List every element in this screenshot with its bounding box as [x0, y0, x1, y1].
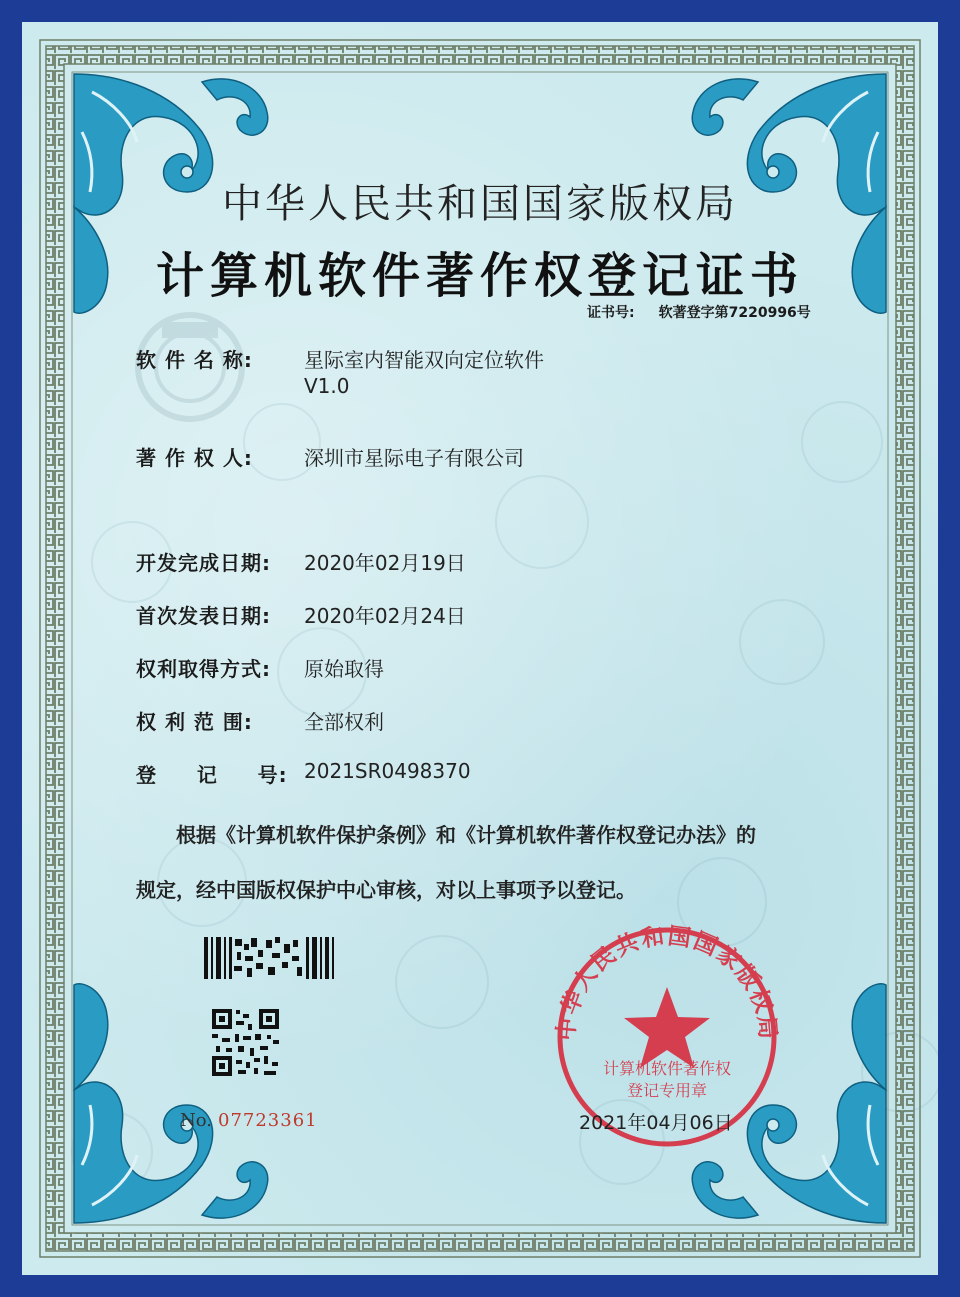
dev-date-value: 2020年02月19日 [304, 551, 466, 575]
registration-number-label: 登 记 号: [136, 763, 288, 787]
rights-scope-label: 权 利 范 围: [136, 710, 253, 734]
serial-label: No. [180, 1110, 212, 1131]
official-seal [22, 22, 938, 1275]
cert-no-label: 证书号: [587, 305, 635, 321]
owner-value: 深圳市星际电子有限公司 [304, 446, 524, 470]
dev-date-label: 开发完成日期: [136, 551, 271, 575]
issuer-title: 中华人民共和国国家版权局 [222, 181, 738, 227]
seal-center-line-1: 计算机软件著作权 [602, 1059, 732, 1078]
software-version-value: V1.0 [304, 374, 350, 398]
statement-line-2: 规定，经中国版权保护中心审核，对以上事项予以登记。 [136, 878, 636, 902]
software-name-label: 软 件 名 称: [136, 348, 253, 372]
software-name-value: 星际室内智能双向定位软件 [304, 348, 544, 372]
pub-date-value: 2020年02月24日 [304, 604, 466, 628]
certificate-title: 计算机软件著作权登记证书 [155, 248, 804, 304]
rights-scope-value: 全部权利 [304, 710, 384, 734]
cert-no-value: 软著登字第7220996号 [658, 305, 811, 321]
statement-line-1: 根据《计算机软件保护条例》和《计算机软件著作权登记办法》的 [176, 823, 756, 847]
acquire-method-value: 原始取得 [304, 657, 384, 681]
owner-label: 著 作 权 人: [136, 446, 253, 470]
certificate-paper [22, 22, 938, 1275]
serial-value: 07723361 [218, 1110, 318, 1131]
registration-number-value: 2021SR0498370 [304, 759, 471, 783]
acquire-method-label: 权利取得方式: [136, 657, 271, 681]
seal-ring-text: 中华人民共和国国家版权局 [553, 923, 781, 1042]
issue-date: 2021年04月06日 [579, 1112, 733, 1134]
pub-date-label: 首次发表日期: [136, 604, 271, 628]
seal-center-line-2: 登记专用章 [626, 1081, 708, 1100]
certificate-frame [22, 22, 938, 1275]
